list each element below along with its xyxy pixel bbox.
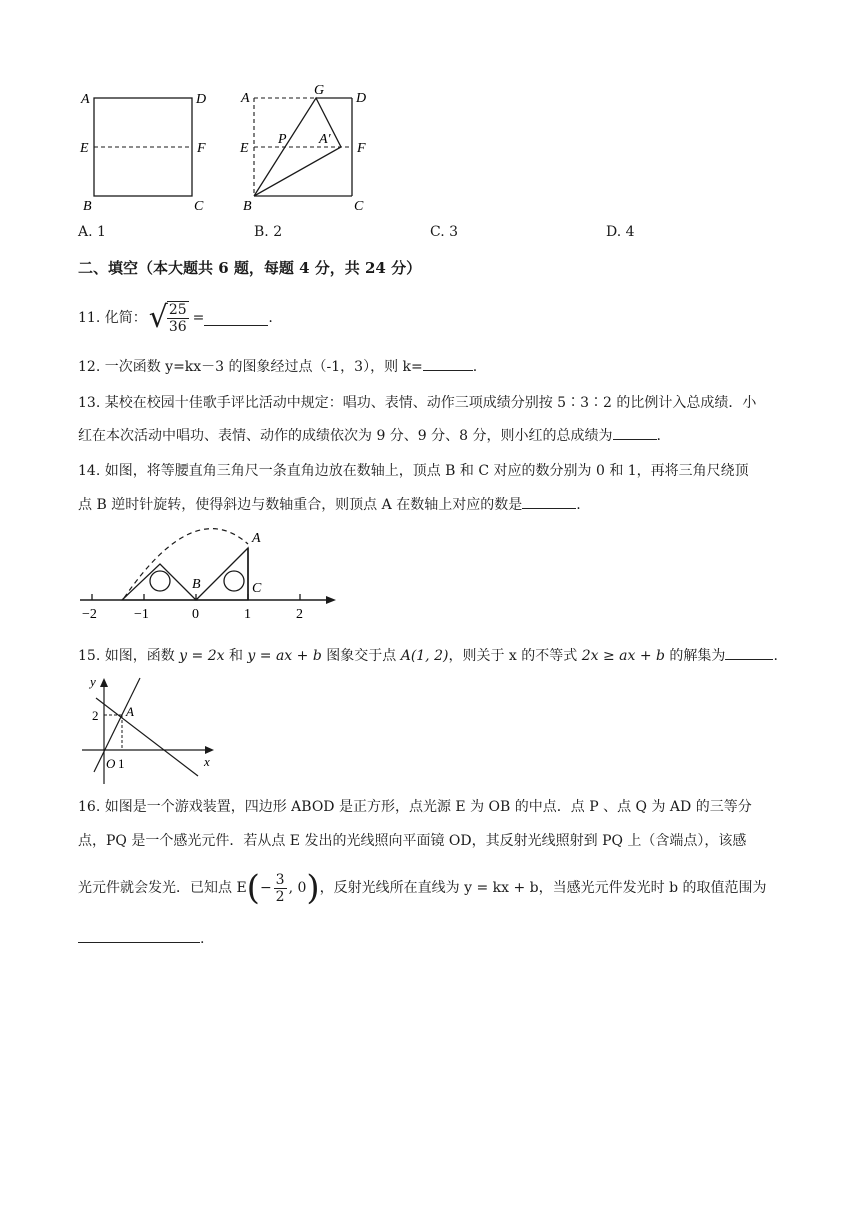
tick-label-0: 0 [192, 607, 199, 622]
coord-denominator: 2 [275, 888, 285, 905]
label-c: C [354, 199, 364, 214]
q15-function-2: y = ax + b [247, 648, 322, 664]
label-a: A [126, 704, 134, 719]
label-e: E [240, 141, 249, 156]
question-14-line2 [78, 494, 581, 515]
q15-answer-blank[interactable] [725, 645, 773, 660]
label-2: 2 [92, 708, 99, 723]
option-b[interactable]: B. 2 [254, 224, 283, 240]
q16-line3-end: ，反射光线所在直线为 y = kx + b，当感光元件发光时 b 的取值范围为 [319, 880, 767, 896]
q11-end: . [268, 310, 273, 326]
line-y-2x [94, 678, 140, 772]
q11-prefix: 11. 化简： [78, 310, 147, 326]
q16-end: . [200, 931, 205, 947]
q15-p5: 的解集为 [664, 648, 726, 664]
q16-line3-start: 光元件就会发光．已知点 E [78, 880, 247, 896]
label-b: B [83, 199, 92, 214]
q15-p2: 和 [224, 648, 248, 664]
paren-open: ( [246, 868, 260, 908]
q12-answer-blank[interactable] [423, 356, 473, 371]
function-graph [78, 672, 228, 786]
question-12 [78, 356, 477, 377]
tick-label-neg1: −1 [134, 607, 149, 622]
q12-end: . [472, 359, 478, 375]
triangle-hole-1 [150, 571, 170, 591]
tick-label-2: 2 [296, 607, 303, 622]
label-g: G [314, 83, 325, 98]
coord-fraction [274, 872, 287, 905]
coord-rest: , 0 [288, 880, 307, 896]
label-x: x [204, 754, 210, 769]
label-c: C [252, 581, 262, 596]
label-y: y [90, 674, 96, 689]
square-figure [76, 84, 226, 216]
option-c[interactable]: C. 3 [430, 224, 459, 240]
triangle-hole-2 [224, 571, 244, 591]
q14-line2-text: 点 B 逆时针旋转，使得斜边与数轴重合，则顶点 A 在数轴上对应的数是 [78, 497, 523, 513]
question-14-line1: 14. 如图，将等腰直角三角尺一条直角边放在数轴上，顶点 B 和 C 对应的数分别为 0 和 1，再将三角尺绕顶 [78, 463, 749, 479]
q15-point: A(1, 2) [400, 648, 449, 664]
label-b: B [243, 199, 252, 214]
label-f: F [197, 141, 206, 156]
q15-p1: 15. 如图，函数 [78, 648, 180, 664]
label-f: F [357, 141, 366, 156]
coord-numerator: 3 [275, 871, 285, 888]
q11-answer-blank[interactable] [204, 311, 268, 326]
label-b: B [192, 577, 201, 592]
label-1: 1 [118, 756, 125, 771]
label-c: C [194, 199, 204, 214]
question-16-line3 [78, 866, 767, 910]
q13-end: . [656, 428, 661, 444]
question-16-line1: 16. 如图是一个游戏装置，四边形 ABOD 是正方形，点光源 E 为 OB 的中点．点 P 、点 Q 为 AD 的三等分 [78, 799, 752, 815]
sqrt-symbol: √ [148, 300, 168, 335]
label-a: A [252, 531, 261, 546]
label-e: E [80, 141, 89, 156]
numberline-figure [76, 526, 346, 622]
tick-label-1: 1 [244, 607, 251, 622]
q11-numerator: 25 [168, 302, 187, 318]
q14-answer-blank[interactable] [522, 494, 576, 509]
y-axis-arrow [100, 678, 108, 687]
option-a[interactable]: A. 1 [78, 224, 106, 240]
q12-text: 12. 一次函数 y=kx－3 的图象经过点（-1，3），则 k= [78, 359, 423, 375]
label-p: P [278, 132, 287, 147]
q13-answer-blank[interactable] [613, 425, 657, 440]
label-d: D [356, 91, 367, 106]
minus-sign: − [259, 880, 272, 896]
rotation-arc [124, 529, 248, 598]
rotated-triangle [122, 564, 196, 600]
q15-end: . [773, 648, 778, 664]
q15-p4: ，则关于 x 的不等式 [448, 648, 582, 664]
x-axis-arrow [205, 746, 214, 754]
q11-fraction [167, 301, 189, 335]
paren-close: ) [306, 868, 320, 908]
axis-arrow [326, 596, 336, 604]
q11-denominator: 36 [168, 319, 187, 335]
section-heading: 二、填空（本大题共 6 题，每题 4 分，共 24 分） [78, 259, 422, 277]
label-o: O [106, 756, 116, 771]
tick-label-neg2: −2 [82, 607, 97, 622]
question-15 [78, 645, 778, 666]
q16-answer-blank[interactable] [78, 928, 200, 943]
question-13-line2 [78, 425, 661, 446]
q11-equals: = [192, 310, 205, 326]
label-a-prime: A′ [319, 132, 331, 147]
question-16-answer-line [78, 928, 204, 949]
option-d[interactable]: D. 4 [606, 224, 635, 240]
question-11 [78, 300, 273, 336]
question-16-line2: 点，PQ 是一个感光元件．若从点 E 发出的光线照向平面镜 OD，其反射光线照射到 PQ 上（含端点），该感 [78, 833, 747, 849]
q14-end: . [576, 497, 581, 513]
question-13-line1: 13. 某校在校园十佳歌手评比活动中规定：唱功、表情、动作三项成绩分别按 5∶3∶2 的比例计入总成绩．小 [78, 395, 757, 411]
q13-line2-text: 红在本次活动中唱功、表情、动作的成绩依次为 9 分、9 分、8 分，则小红的总成绩为 [78, 428, 613, 444]
label-d: D [196, 92, 207, 107]
label-a: A [81, 92, 90, 107]
q15-p3: 图象交于点 [321, 648, 401, 664]
q15-inequality: 2x ≥ ax + b [581, 648, 665, 664]
q15-function-1: y = 2x [179, 648, 225, 664]
label-a: A [241, 91, 250, 106]
fold-figure [236, 80, 386, 216]
